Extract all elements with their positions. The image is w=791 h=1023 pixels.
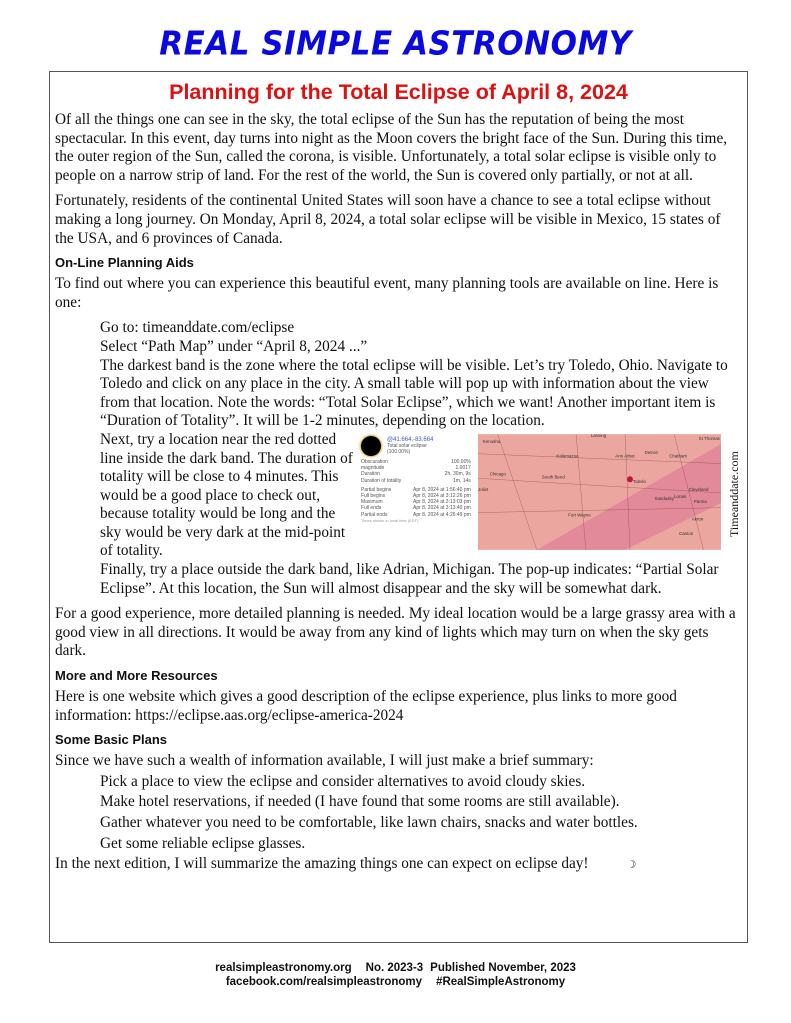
- row-label: Full begins: [360, 492, 386, 499]
- section-heading: More and More Resources: [55, 668, 218, 684]
- row-value: 1m, 14s: [453, 477, 471, 484]
- plan-item: Pick a place to view the eclipse and consider alternatives to avoid cloudy skies.: [100, 772, 586, 790]
- row-value: Apr 8, 2024 at 3:13:40 pm: [412, 505, 471, 512]
- row-value: 100.00%: [451, 458, 471, 465]
- location-pin-icon: [627, 476, 633, 482]
- hashtag: #RealSimpleAstronomy: [436, 976, 566, 988]
- step: Go to: timeanddate.com/eclipse: [100, 319, 295, 337]
- website-link[interactable]: realsimpleastronomy.org: [215, 962, 352, 974]
- city-label: Chicago: [489, 471, 506, 477]
- eclipse-popup: [359, 434, 473, 552]
- popup-note: Times shown in local time (EDT): [360, 517, 419, 523]
- city-label: Kenosha: [482, 438, 501, 444]
- row-label: magnitude: [360, 465, 385, 472]
- facebook-link[interactable]: facebook.com/realsimpleastronomy: [225, 976, 423, 988]
- coordinates: @41.664,-83.664: [386, 436, 434, 443]
- section-heading: Some Basic Plans: [55, 732, 167, 748]
- city-label: Chatham: [669, 453, 687, 459]
- row-label: Duration: [360, 471, 380, 478]
- moon-icon: ☽: [626, 859, 637, 872]
- plan-item: Gather whatever you need to be comfortable, like lawn chairs, snacks and water bottles.: [100, 814, 638, 831]
- intro-paragraph: Of all the things one can see in the sky, the total eclipse of the Sun has the reputation of being the most spectacular. In this event, day turns into night as the Moon covers the bright face of the Sun. During this time, the outer region of the Sun, called the corona, is visible. Unfortunately, a total solar eclipse is visible only to people on a narrow strip of land. For the rest of the world, the Sun is covered only partially, or not at all.: [55, 111, 728, 184]
- city-label: South Bend: [541, 474, 565, 480]
- row-value: 2h, 30m, 9s: [444, 471, 471, 478]
- row-label: Full ends: [360, 505, 382, 512]
- row-value: 1.0017: [455, 465, 471, 472]
- eclipse-icon: [361, 436, 381, 456]
- image-credit: Timeanddate.com: [727, 450, 741, 537]
- footer: [0, 961, 791, 989]
- city-label: St Thomas: [698, 435, 720, 441]
- eclipse-type: Total solar eclipse: [386, 442, 427, 449]
- row-label: Partial begins: [360, 486, 392, 493]
- popup-row: [361, 478, 471, 484]
- row-value: Apr 8, 2024 at 3:12:26 pm: [412, 492, 471, 499]
- issue-number: No. 2023-3: [365, 962, 424, 974]
- article-title: Planning for the Total Eclipse of April 8, 2024: [169, 80, 628, 104]
- city-label: Joliet: [477, 486, 489, 492]
- plan-item: Get some reliable eclipse glasses.: [100, 834, 306, 852]
- section-heading: On-Line Planning Aids: [55, 255, 194, 271]
- step: The darkest band is the zone where the total eclipse will be visible. Let’s try Toledo, Ohio. Navigate to Toledo and click on any place in the city. A small table will pop up with information about the view from that location. Note the words: “Total Solar Eclipse”, which we want! Another important item is “Duration of Totality”. It will be 1-2 minutes, depending on the location.: [100, 356, 728, 430]
- city-label: Sandusky: [654, 495, 674, 501]
- city-label: Fort Wayne: [568, 512, 591, 518]
- step: Finally, try a place outside the dark band, like Adrian, Michigan. The pop-up indicates: “Partial Solar Eclipse”. At this location, the Sun will almost disappear and the sky will be somewhat dark.: [100, 561, 719, 597]
- row-label: Partial ends: [360, 511, 388, 518]
- paragraph: Since we have such a wealth of information available, I will just make a brief summary:: [55, 752, 594, 770]
- paragraph: For a good experience, more detailed planning is needed. My ideal location would be a large grassy area with a good view in all directions. It would be away from any kind of lights which may turn on when the sky gets dark.: [55, 605, 736, 660]
- closing-line: In the next edition, I will summarize the amazing things one can expect on eclipse day!: [55, 855, 589, 873]
- popup-row: [361, 512, 471, 518]
- row-label: Duration of totality: [360, 477, 402, 484]
- city-label: Lorain: [673, 493, 687, 499]
- city-label: Kalamazoo: [556, 453, 579, 459]
- publish-date: Published November, 2023: [430, 962, 576, 974]
- city-label: Lansing: [590, 432, 607, 438]
- eclipse-path-map: [478, 433, 721, 551]
- paragraph: Here is one website which gives a good description of the eclipse experience, plus links to more good information: https://eclipse.aas.org/eclipse-america-2024: [55, 688, 677, 724]
- city-label: Akron: [691, 516, 704, 522]
- paragraph: To find out where you can experience this beautiful event, many planning tools are available on line. Here is one:: [55, 275, 719, 311]
- city-label: Canton: [678, 531, 694, 537]
- row-value: Apr 8, 2024 at 3:13:03 pm: [412, 499, 471, 506]
- city-label: Cleveland: [688, 486, 709, 492]
- row-value: Apr 8, 2024 at 1:56:40 pm: [412, 486, 471, 493]
- plan-item: Make hotel reservations, if needed (I have found that some rooms are still available).: [100, 793, 620, 811]
- figure-row: [55, 431, 742, 561]
- row-label: Obscuration: [360, 458, 388, 465]
- step: Select “Path Map” under “April 8, 2024 ...”: [100, 337, 368, 355]
- city-label: Parma: [693, 498, 707, 504]
- city-label: Toledo: [632, 479, 646, 485]
- article-box: [49, 71, 748, 943]
- row-label: Maximum: [360, 499, 383, 506]
- row-value: Apr 8, 2024 at 4:26:49 pm: [412, 511, 471, 518]
- city-label: Ann Arbor: [615, 453, 635, 459]
- step: Next, try a location near the red dotted line inside the dark band. The duration of totality will be close to 4 minutes. This would be a good place to check out, because totality would be long and the sky would be very dark at the mid-point of totality.: [100, 430, 353, 560]
- newsletter-logo: REAL SIMPLE ASTRONOMY: [159, 25, 632, 63]
- intro-paragraph: Fortunately, residents of the continental United States will soon have a chance to see a total eclipse without making a long journey. On Monday, April 8, 2024, a total solar eclipse will be visible in Mexico, 15 states of the USA, and 6 provinces of Canada.: [55, 192, 721, 247]
- city-label: Detroit: [644, 449, 658, 455]
- eclipse-pct: (100.00%): [386, 449, 411, 455]
